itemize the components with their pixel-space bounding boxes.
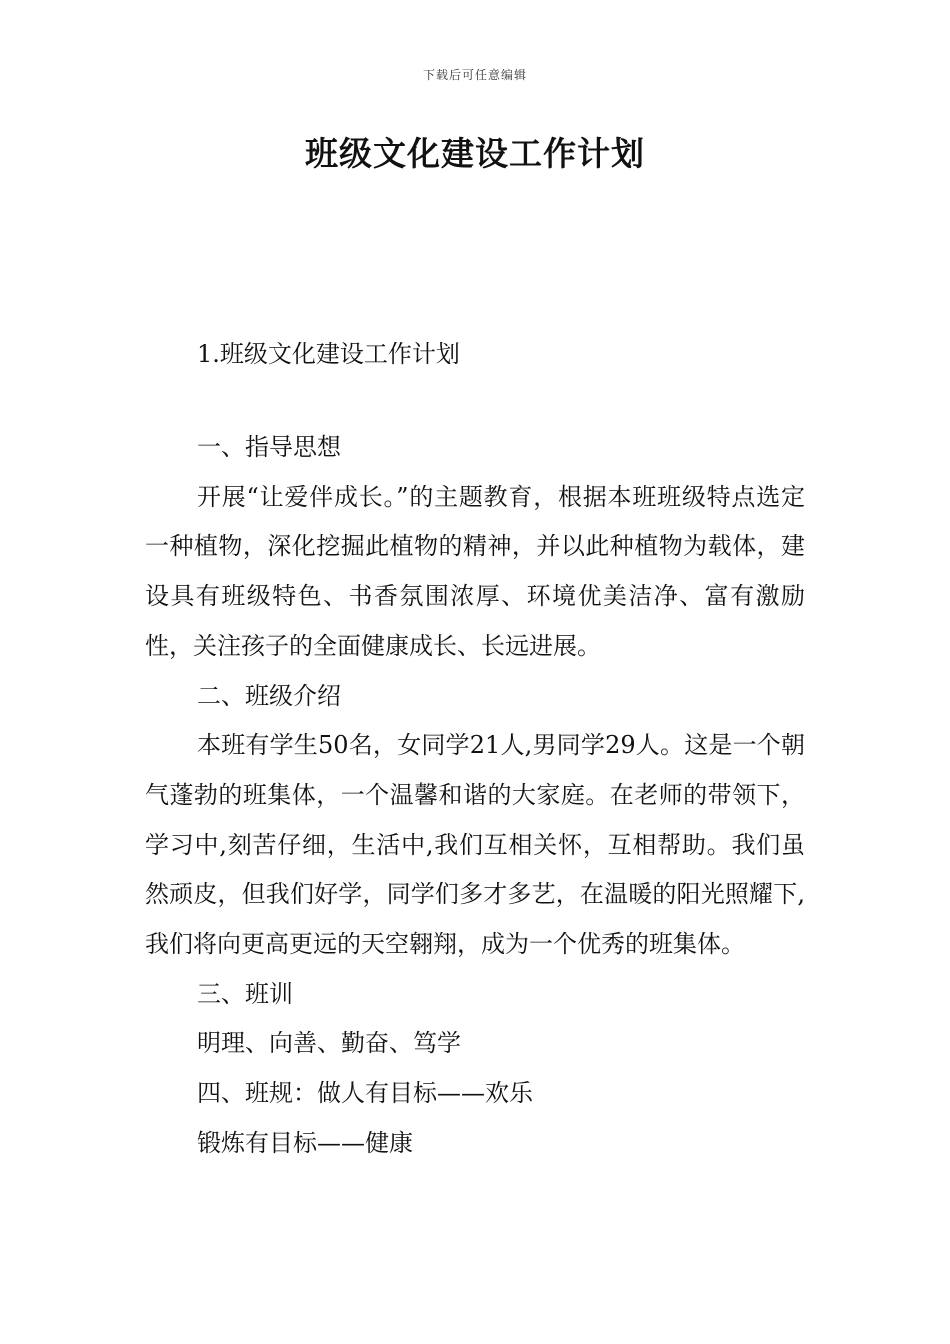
- heading-class-motto: 三、班训: [197, 979, 293, 1008]
- heading-class-introduction: 二、班级介绍: [197, 681, 341, 710]
- document-body: [145, 423, 805, 1169]
- header-note: 下载后可任意编辑: [422, 68, 527, 82]
- document-title: 班级文化建设工作计划: [305, 134, 645, 173]
- section-heading-text: 1.班级文化建设工作计划: [197, 340, 460, 368]
- paragraph-class-motto: 明理、向善、勤奋、笃学: [197, 1029, 461, 1058]
- heading-class-rules: 四、班规：做人有目标——欢乐: [197, 1079, 533, 1108]
- heading-guiding-ideology: 一、指导思想: [197, 433, 341, 461]
- paragraph-guiding-ideology: 开展“让爱伴成长。”的主题教育，根据本班班级特点选定一种植物，深化挖掘此植物的精神，并以此种植物为载体，建设具有班级特色、书香氛围浓厚、环境优美洁净、富有激励性，关注孩子的全面健康成长、长远进展。: [145, 482, 805, 660]
- paragraph-class-introduction: 本班有学生50名，女同学21人,男同学29人。这是一个朝气蓬勃的班集体，一个温馨和谐的大家庭。在老师的带领下，学习中,刻苦仔细，生活中,我们互相关怀，互相帮助。我们虽然顽皮，但我们好学，同学们多才多艺，在温暖的阳光照耀下,我们将向更高更远的天空翱翔，成为一个优秀的班集体。: [145, 731, 805, 959]
- paragraph-class-rules: 锻炼有目标——健康: [197, 1128, 413, 1157]
- section-heading: [145, 330, 805, 380]
